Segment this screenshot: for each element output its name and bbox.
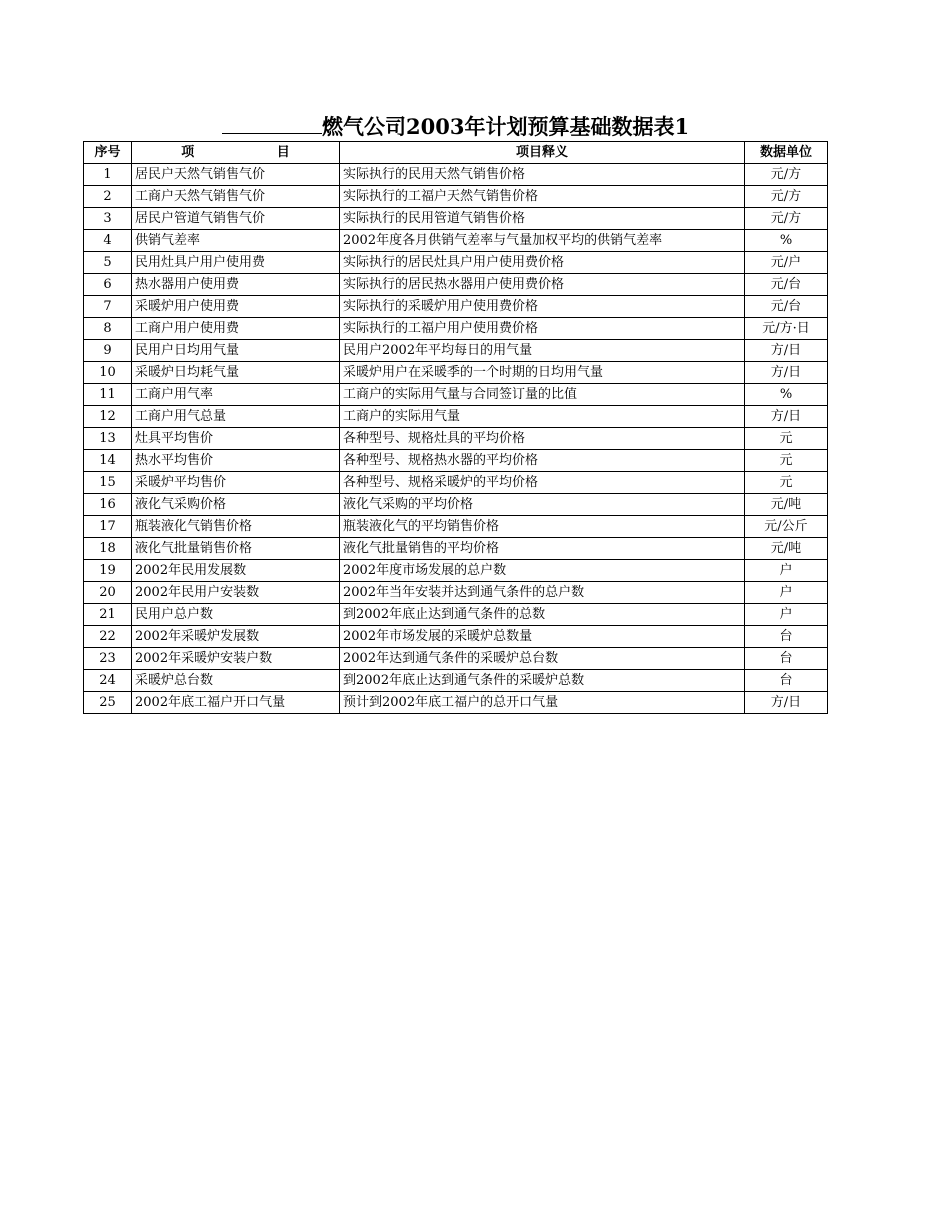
cell-unit: 元/吨: [745, 538, 828, 560]
cell-unit: 台: [745, 648, 828, 670]
cell-desc: 瓶装液化气的平均销售价格: [340, 516, 745, 538]
cell-seq: 25: [84, 692, 132, 714]
cell-unit: 元/台: [745, 274, 828, 296]
table-row: [84, 340, 828, 362]
cell-item: 热水平均售价: [132, 450, 340, 472]
cell-seq: 14: [84, 450, 132, 472]
table-row: [84, 428, 828, 450]
cell-item: 瓶装液化气销售价格: [132, 516, 340, 538]
table-row: [84, 450, 828, 472]
table-row: [84, 186, 828, 208]
cell-unit: 元/吨: [745, 494, 828, 516]
cell-unit: 方/日: [745, 362, 828, 384]
cell-item: 采暖炉用户使用费: [132, 296, 340, 318]
cell-seq: 2: [84, 186, 132, 208]
title-text: 燃气公司2003年计划预算基础数据表1: [322, 114, 690, 139]
cell-unit: %: [745, 230, 828, 252]
cell-item: 采暖炉日均耗气量: [132, 362, 340, 384]
table-row: [84, 252, 828, 274]
table-row: [84, 274, 828, 296]
cell-unit: 户: [745, 604, 828, 626]
cell-desc: 预计到2002年底工福户的总开口气量: [340, 692, 745, 714]
cell-item: 工商户用气总量: [132, 406, 340, 428]
table-row: [84, 626, 828, 648]
cell-desc: 实际执行的民用天然气销售价格: [340, 164, 745, 186]
cell-seq: 15: [84, 472, 132, 494]
cell-item: 工商户天然气销售气价: [132, 186, 340, 208]
cell-unit: 户: [745, 560, 828, 582]
cell-unit: 元: [745, 472, 828, 494]
cell-item: 居民户管道气销售气价: [132, 208, 340, 230]
cell-unit: 元/台: [745, 296, 828, 318]
cell-seq: 1: [84, 164, 132, 186]
cell-desc: 实际执行的工福户用户使用费价格: [340, 318, 745, 340]
header-unit: 数据单位: [745, 142, 828, 164]
cell-seq: 9: [84, 340, 132, 362]
cell-desc: 采暖炉用户在采暖季的一个时期的日均用气量: [340, 362, 745, 384]
cell-item: 液化气批量销售价格: [132, 538, 340, 560]
cell-desc: 实际执行的工福户天然气销售价格: [340, 186, 745, 208]
cell-desc: 液化气采购的平均价格: [340, 494, 745, 516]
cell-seq: 10: [84, 362, 132, 384]
table-body: [84, 164, 828, 714]
table-row: [84, 648, 828, 670]
cell-item: 民用户日均用气量: [132, 340, 340, 362]
cell-unit: %: [745, 384, 828, 406]
page-title: [222, 112, 762, 142]
table-row: [84, 494, 828, 516]
cell-unit: 方/日: [745, 406, 828, 428]
cell-unit: 方/日: [745, 340, 828, 362]
cell-item: 供销气差率: [132, 230, 340, 252]
cell-seq: 21: [84, 604, 132, 626]
cell-item: 2002年民用户安装数: [132, 582, 340, 604]
cell-unit: 元/户: [745, 252, 828, 274]
cell-item: 采暖炉总台数: [132, 670, 340, 692]
table-row: [84, 560, 828, 582]
cell-seq: 13: [84, 428, 132, 450]
cell-desc: 实际执行的居民灶具户用户使用费价格: [340, 252, 745, 274]
cell-seq: 12: [84, 406, 132, 428]
table-row: [84, 582, 828, 604]
cell-item: 居民户天然气销售气价: [132, 164, 340, 186]
table-row: [84, 318, 828, 340]
cell-desc: 工商户的实际用气量与合同签订量的比值: [340, 384, 745, 406]
table-header-row: [84, 142, 828, 164]
table-row: [84, 604, 828, 626]
cell-item: 民用灶具户用户使用费: [132, 252, 340, 274]
cell-desc: 各种型号、规格热水器的平均价格: [340, 450, 745, 472]
cell-desc: 到2002年底止达到通气条件的总数: [340, 604, 745, 626]
header-seq: 序号: [84, 142, 132, 164]
cell-desc: 2002年度各月供销气差率与气量加权平均的供销气差率: [340, 230, 745, 252]
cell-seq: 16: [84, 494, 132, 516]
cell-desc: 2002年达到通气条件的采暖炉总台数: [340, 648, 745, 670]
cell-item: 液化气采购价格: [132, 494, 340, 516]
cell-unit: 元/公斤: [745, 516, 828, 538]
cell-item: 采暖炉平均售价: [132, 472, 340, 494]
cell-item: 2002年民用发展数: [132, 560, 340, 582]
cell-seq: 3: [84, 208, 132, 230]
cell-seq: 5: [84, 252, 132, 274]
cell-unit: 元: [745, 450, 828, 472]
cell-desc: 各种型号、规格灶具的平均价格: [340, 428, 745, 450]
cell-seq: 23: [84, 648, 132, 670]
cell-item: 工商户用气率: [132, 384, 340, 406]
table-row: [84, 296, 828, 318]
cell-desc: 实际执行的民用管道气销售价格: [340, 208, 745, 230]
cell-seq: 22: [84, 626, 132, 648]
cell-seq: 4: [84, 230, 132, 252]
company-name-blank: [222, 113, 322, 134]
cell-unit: 元/方·日: [745, 318, 828, 340]
table-row: [84, 384, 828, 406]
table-row: [84, 692, 828, 714]
table-row: [84, 538, 828, 560]
cell-unit: 台: [745, 670, 828, 692]
table-row: [84, 472, 828, 494]
table-row: [84, 670, 828, 692]
header-item: 项 目: [132, 142, 340, 164]
cell-desc: 各种型号、规格采暖炉的平均价格: [340, 472, 745, 494]
cell-desc: 2002年当年安装并达到通气条件的总户数: [340, 582, 745, 604]
header-desc: 项目释义: [340, 142, 745, 164]
cell-desc: 实际执行的居民热水器用户使用费价格: [340, 274, 745, 296]
cell-item: 工商户用户使用费: [132, 318, 340, 340]
cell-desc: 民用户2002年平均每日的用气量: [340, 340, 745, 362]
cell-unit: 元/方: [745, 208, 828, 230]
table-row: [84, 164, 828, 186]
cell-seq: 11: [84, 384, 132, 406]
cell-unit: 元/方: [745, 164, 828, 186]
cell-seq: 8: [84, 318, 132, 340]
cell-desc: 2002年市场发展的采暖炉总数量: [340, 626, 745, 648]
cell-unit: 方/日: [745, 692, 828, 714]
cell-unit: 元: [745, 428, 828, 450]
cell-unit: 元/方: [745, 186, 828, 208]
cell-item: 热水器用户使用费: [132, 274, 340, 296]
cell-item: 2002年采暖炉发展数: [132, 626, 340, 648]
cell-item: 2002年底工福户开口气量: [132, 692, 340, 714]
cell-item: 2002年采暖炉安装户数: [132, 648, 340, 670]
table-row: [84, 406, 828, 428]
table-row: [84, 208, 828, 230]
cell-item: 灶具平均售价: [132, 428, 340, 450]
cell-desc: 到2002年底止达到通气条件的采暖炉总数: [340, 670, 745, 692]
table-row: [84, 516, 828, 538]
cell-unit: 户: [745, 582, 828, 604]
budget-data-table: [83, 141, 828, 714]
cell-desc: 2002年度市场发展的总户数: [340, 560, 745, 582]
cell-seq: 18: [84, 538, 132, 560]
cell-seq: 19: [84, 560, 132, 582]
cell-seq: 7: [84, 296, 132, 318]
cell-seq: 24: [84, 670, 132, 692]
cell-desc: 工商户的实际用气量: [340, 406, 745, 428]
cell-desc: 液化气批量销售的平均价格: [340, 538, 745, 560]
cell-seq: 20: [84, 582, 132, 604]
table-row: [84, 230, 828, 252]
cell-seq: 17: [84, 516, 132, 538]
cell-unit: 台: [745, 626, 828, 648]
cell-item: 民用户总户数: [132, 604, 340, 626]
cell-seq: 6: [84, 274, 132, 296]
cell-desc: 实际执行的采暖炉用户使用费价格: [340, 296, 745, 318]
table-row: [84, 362, 828, 384]
